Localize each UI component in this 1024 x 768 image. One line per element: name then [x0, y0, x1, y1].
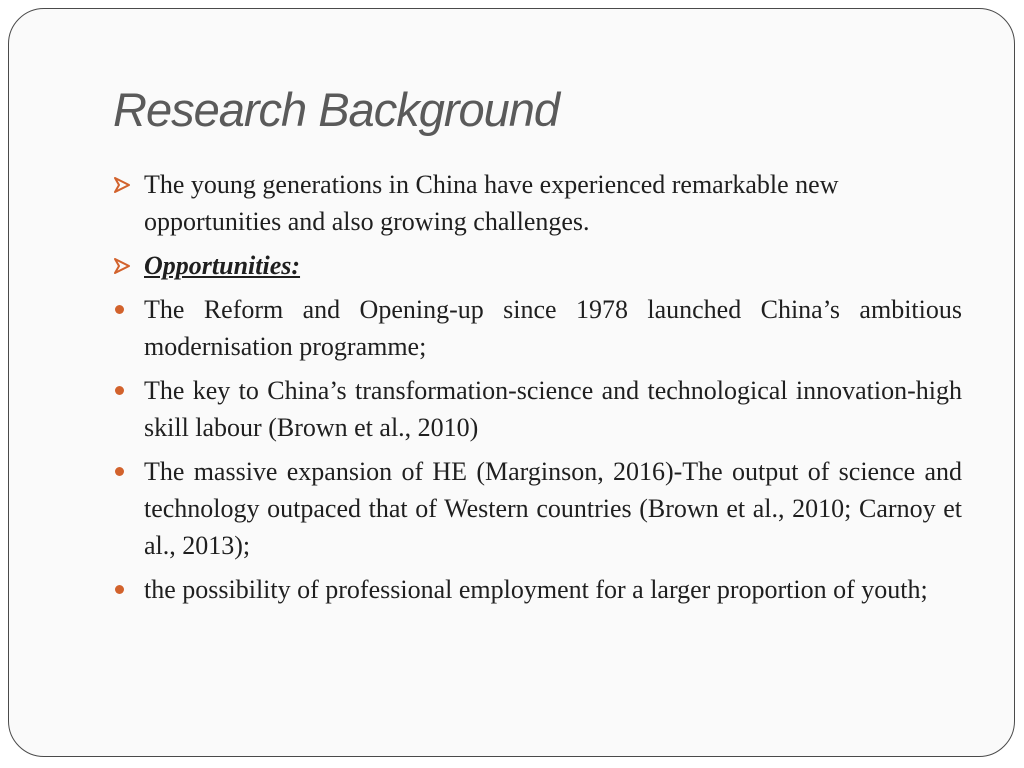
bullet-item: [113, 166, 962, 240]
dot-bullet-icon: [113, 291, 141, 328]
dot-bullet-icon: [113, 372, 141, 409]
bullet-item: [113, 247, 962, 284]
opportunities-heading: Opportunities:: [144, 251, 301, 280]
bullet-item: [113, 571, 962, 608]
bullet-item: [113, 453, 962, 564]
arrow-bullet-icon: [113, 166, 141, 203]
bullet-item: [113, 372, 962, 446]
bullet-text: The young generations in China have experienced remarkable new opportunities and also growing challenges.: [144, 170, 839, 236]
dot-bullet-icon: [113, 571, 141, 608]
bullet-text: The massive expansion of HE (Marginson, 2016)-The output of science and technology outpaced that of Western countries (Brown et al., 2010; Carnoy et al., 2013);: [144, 457, 962, 560]
bullet-text: The key to China’s transformation-science and technological innovation-high skill labour (Brown et al., 2010): [144, 376, 962, 442]
bullet-text: The Reform and Opening-up since 1978 launched China’s ambitious modernisation programme;: [144, 295, 962, 361]
slide-title: Research Background: [113, 83, 560, 136]
bullet-text: the possibility of professional employment for a larger proportion of youth;: [144, 575, 928, 604]
bullet-list: [113, 166, 962, 615]
arrow-bullet-icon: [113, 247, 141, 284]
dot-bullet-icon: [113, 453, 141, 490]
bullet-item: [113, 291, 962, 365]
